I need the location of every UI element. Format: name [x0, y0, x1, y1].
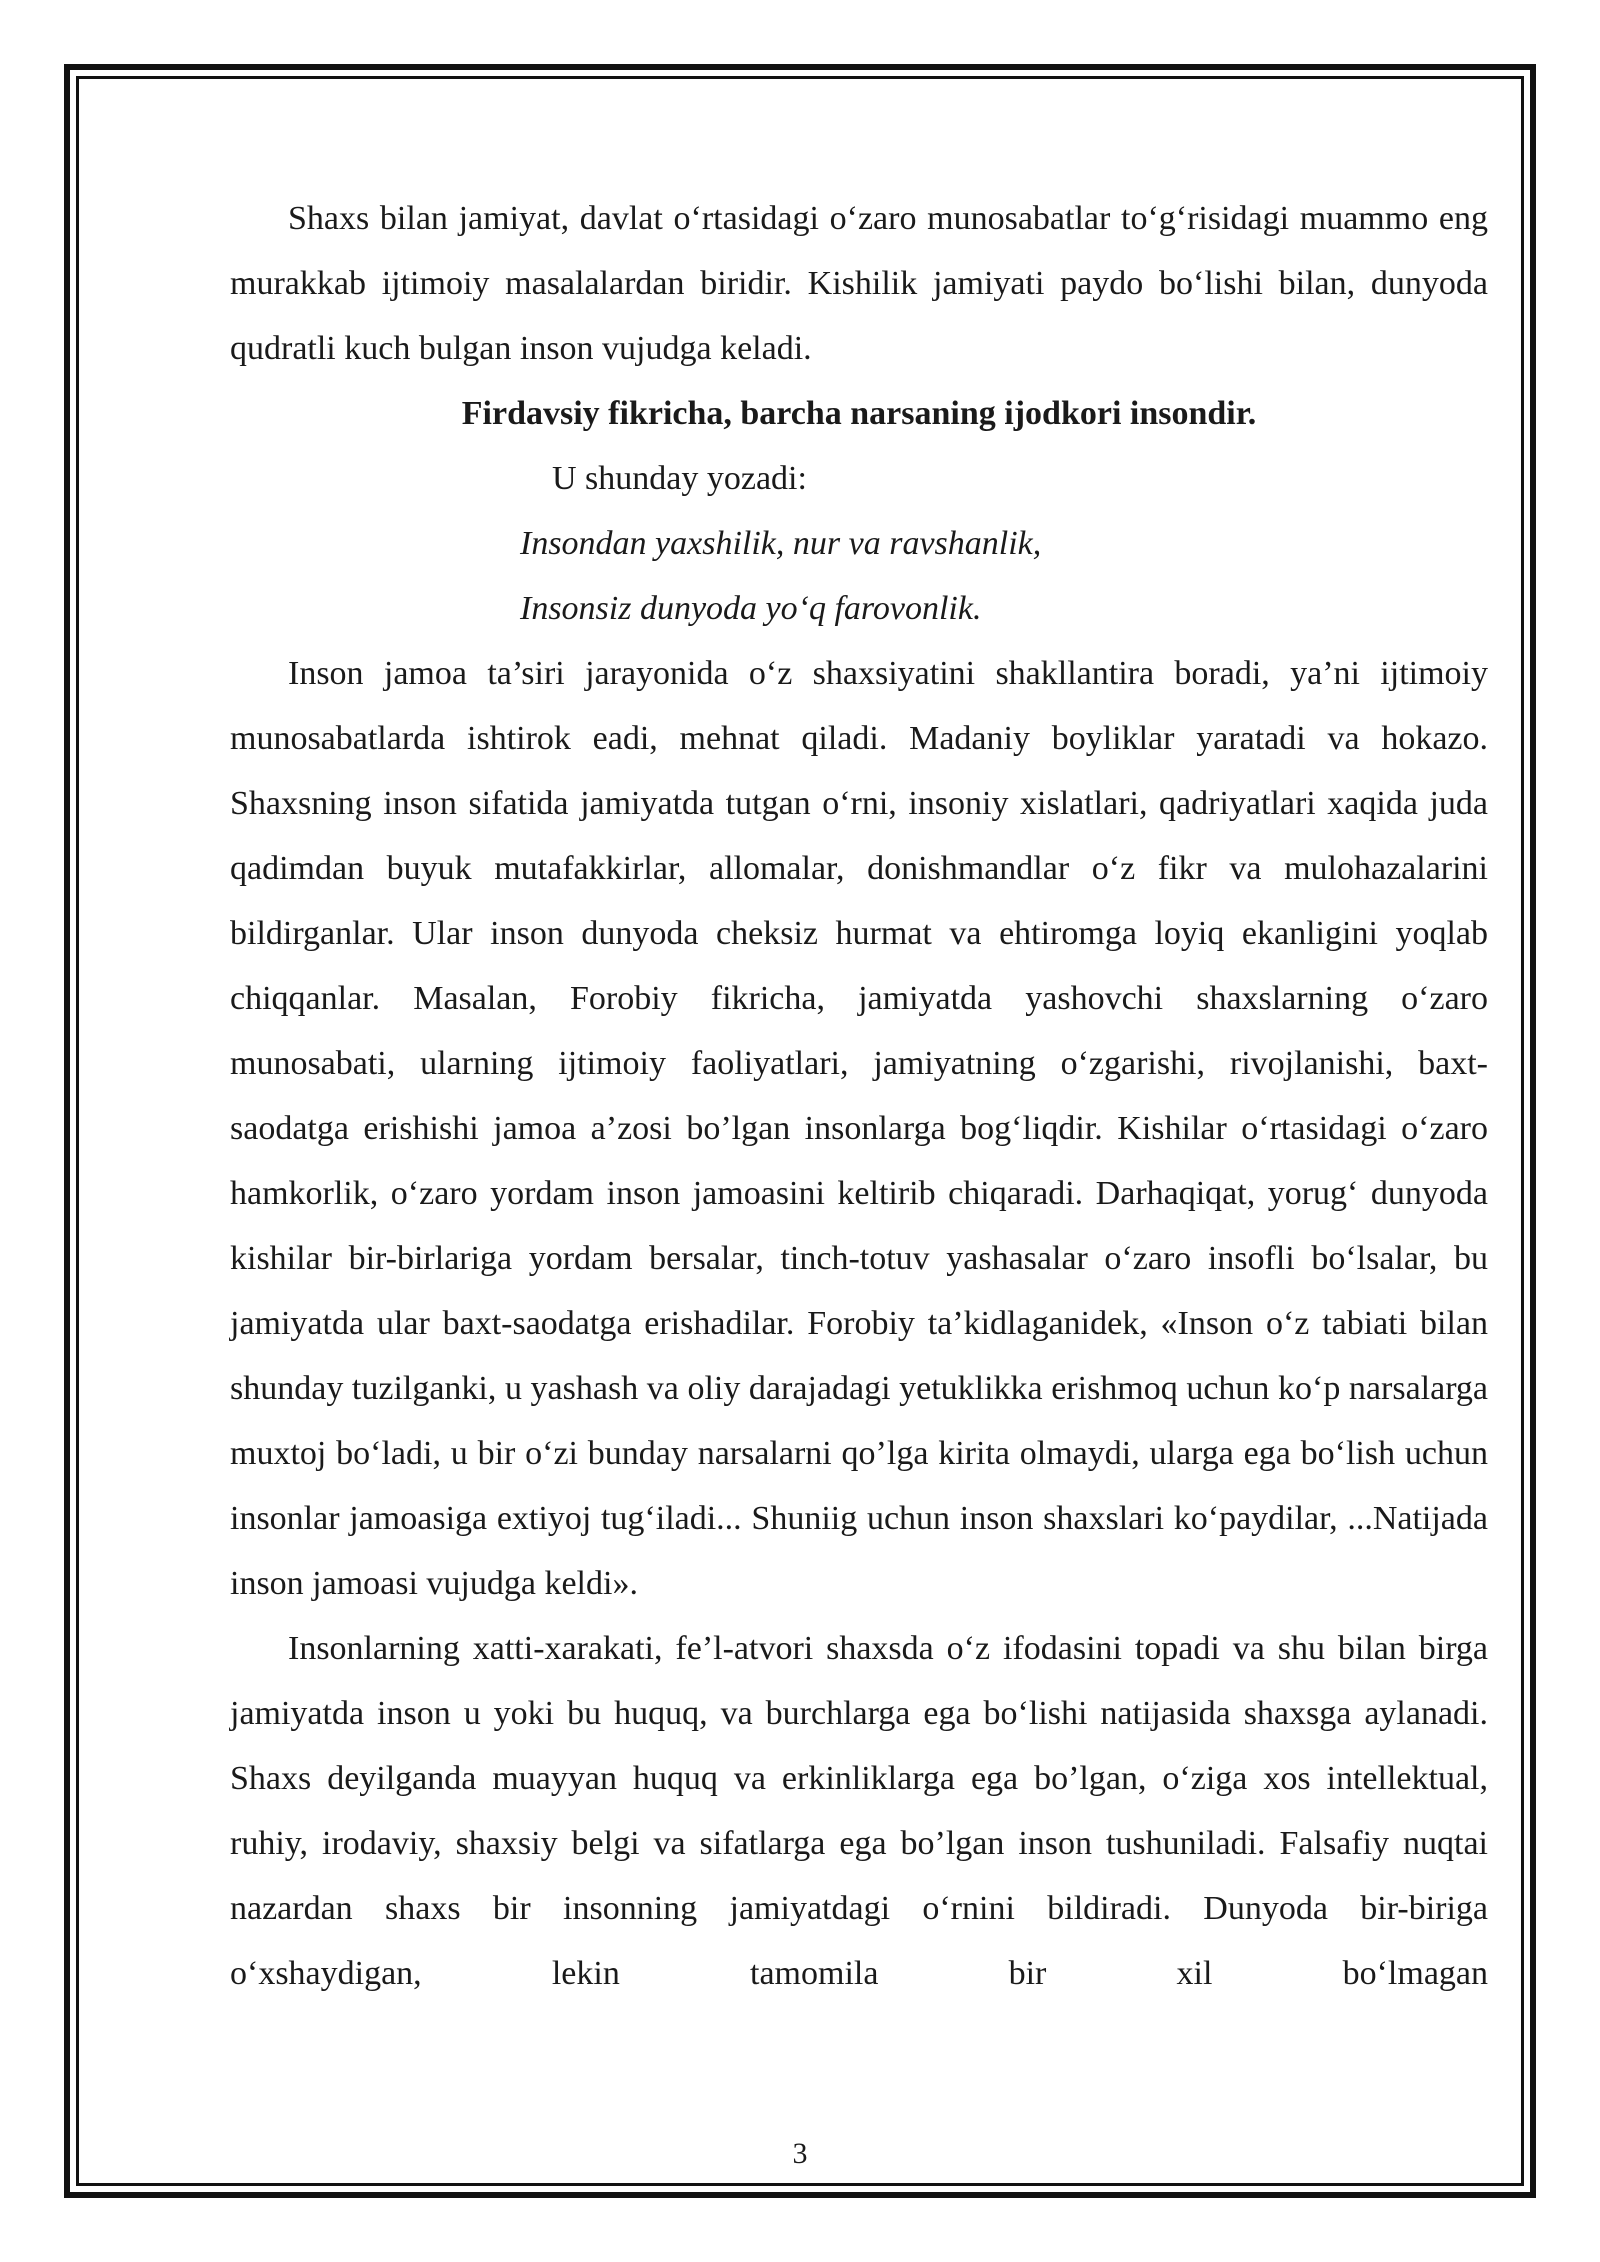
section-heading: Firdavsiy fikricha, barcha narsaning ijodkori insondir.: [461, 395, 1257, 432]
paragraph-2: Inson jamoa ta’siri jarayonida o‘z shaxsiyatini shakllantira boradi, ya’ni ijtimoiy munosabatlarda ishtirok eadi, mehnat qiladi. Madaniy boyliklar yaratadi va hokazo. Shaxsning inson sifatida jamiyatda tutgan o‘rni, insoniy xislatlari, qadriyatlari xaqida juda qadimdan buyuk mutafakkirlar, allomalar, donishmandlar o‘z fikr va mulohazalarini bildirganlar. Ular inson dunyoda cheksiz hurmat va ehtiromga loyiq ekanligini yoqlab chiqqanlar. Masalan, Forobiy fikricha, jamiyatda yashovchi shaxslarning o‘zaro munosabati, ularning ijtimoiy faoliyatlari, jamiyatning o‘zgarishi, rivojlanishi, baxt-saodatga erishishi jamoa a’zosi bo’lgan insonlarga bog‘liqdir. Kishilar o‘rtasidagi o‘zaro hamkorlik, o‘zaro yordam inson jamoasini keltirib chiqaradi. Darhaqiqat, yorug‘ dunyoda kishilar bir-birlariga yordam bersalar, tinch-totuv yashasalar o‘zaro insofli bo‘lsalar, bu jamiyatda ular baxt-saodatga erishadilar. Forobiy ta’kidlaganidek, «Inson o‘z tabiati bilan shunday tuzilganki, u yashash va oliy darajadagi yetuklikka erishmoq uchun ko‘p narsalarga muxtoj bo‘ladi, u bir o‘zi bunday narsalarni qo’lga kirita olmaydi, ularga ega bo‘lish uchun insonlar jamoasiga extiyoj tug‘iladi... Shuniig uchun inson shaxslari ko‘paydilar, ...Natijada inson jamoasi vujudga keldi».: [230, 655, 1488, 1602]
document-body: [230, 186, 1488, 2006]
verse-line-1: Insondan yaxshilik, nur va ravshanlik,: [520, 525, 1042, 562]
page-number: 3: [792, 2137, 808, 2170]
verse-intro: U shunday yozadi:: [552, 460, 807, 497]
verse-line-2: Insonsiz dunyoda yo‘q farovonlik.: [520, 590, 982, 627]
paragraph-1: Shaxs bilan jamiyat, davlat o‘rtasidagi o‘zaro munosabatlar to‘g‘risidagi muammo eng murakkab ijtimoiy masalalardan biridir. Kishilik jamiyati paydo bo‘lishi bilan, dunyoda qudratli kuch bulgan inson vujudga keladi.: [230, 200, 1488, 367]
paragraph-3: Insonlarning xatti-xarakati, fe’l-atvori shaxsda o‘z ifodasini topadi va shu bilan birga jamiyatda inson u yoki bu huquq, va burchlarga ega bo‘lishi natijasida shaxsga aylanadi. Shaxs deyilganda muayyan huquq va erkinliklarga ega bo’lgan, o‘ziga xos intellektual, ruhiy, irodaviy, shaxsiy belgi va sifatlarga ega bo’lgan inson tushuniladi. Falsafiy nuqtai nazardan shaxs bir insonning jamiyatdagi o‘rnini bildiradi. Dunyoda bir-biriga o‘xshaydigan, lekin tamomila bir xil bo‘lmagan: [230, 1630, 1488, 1992]
